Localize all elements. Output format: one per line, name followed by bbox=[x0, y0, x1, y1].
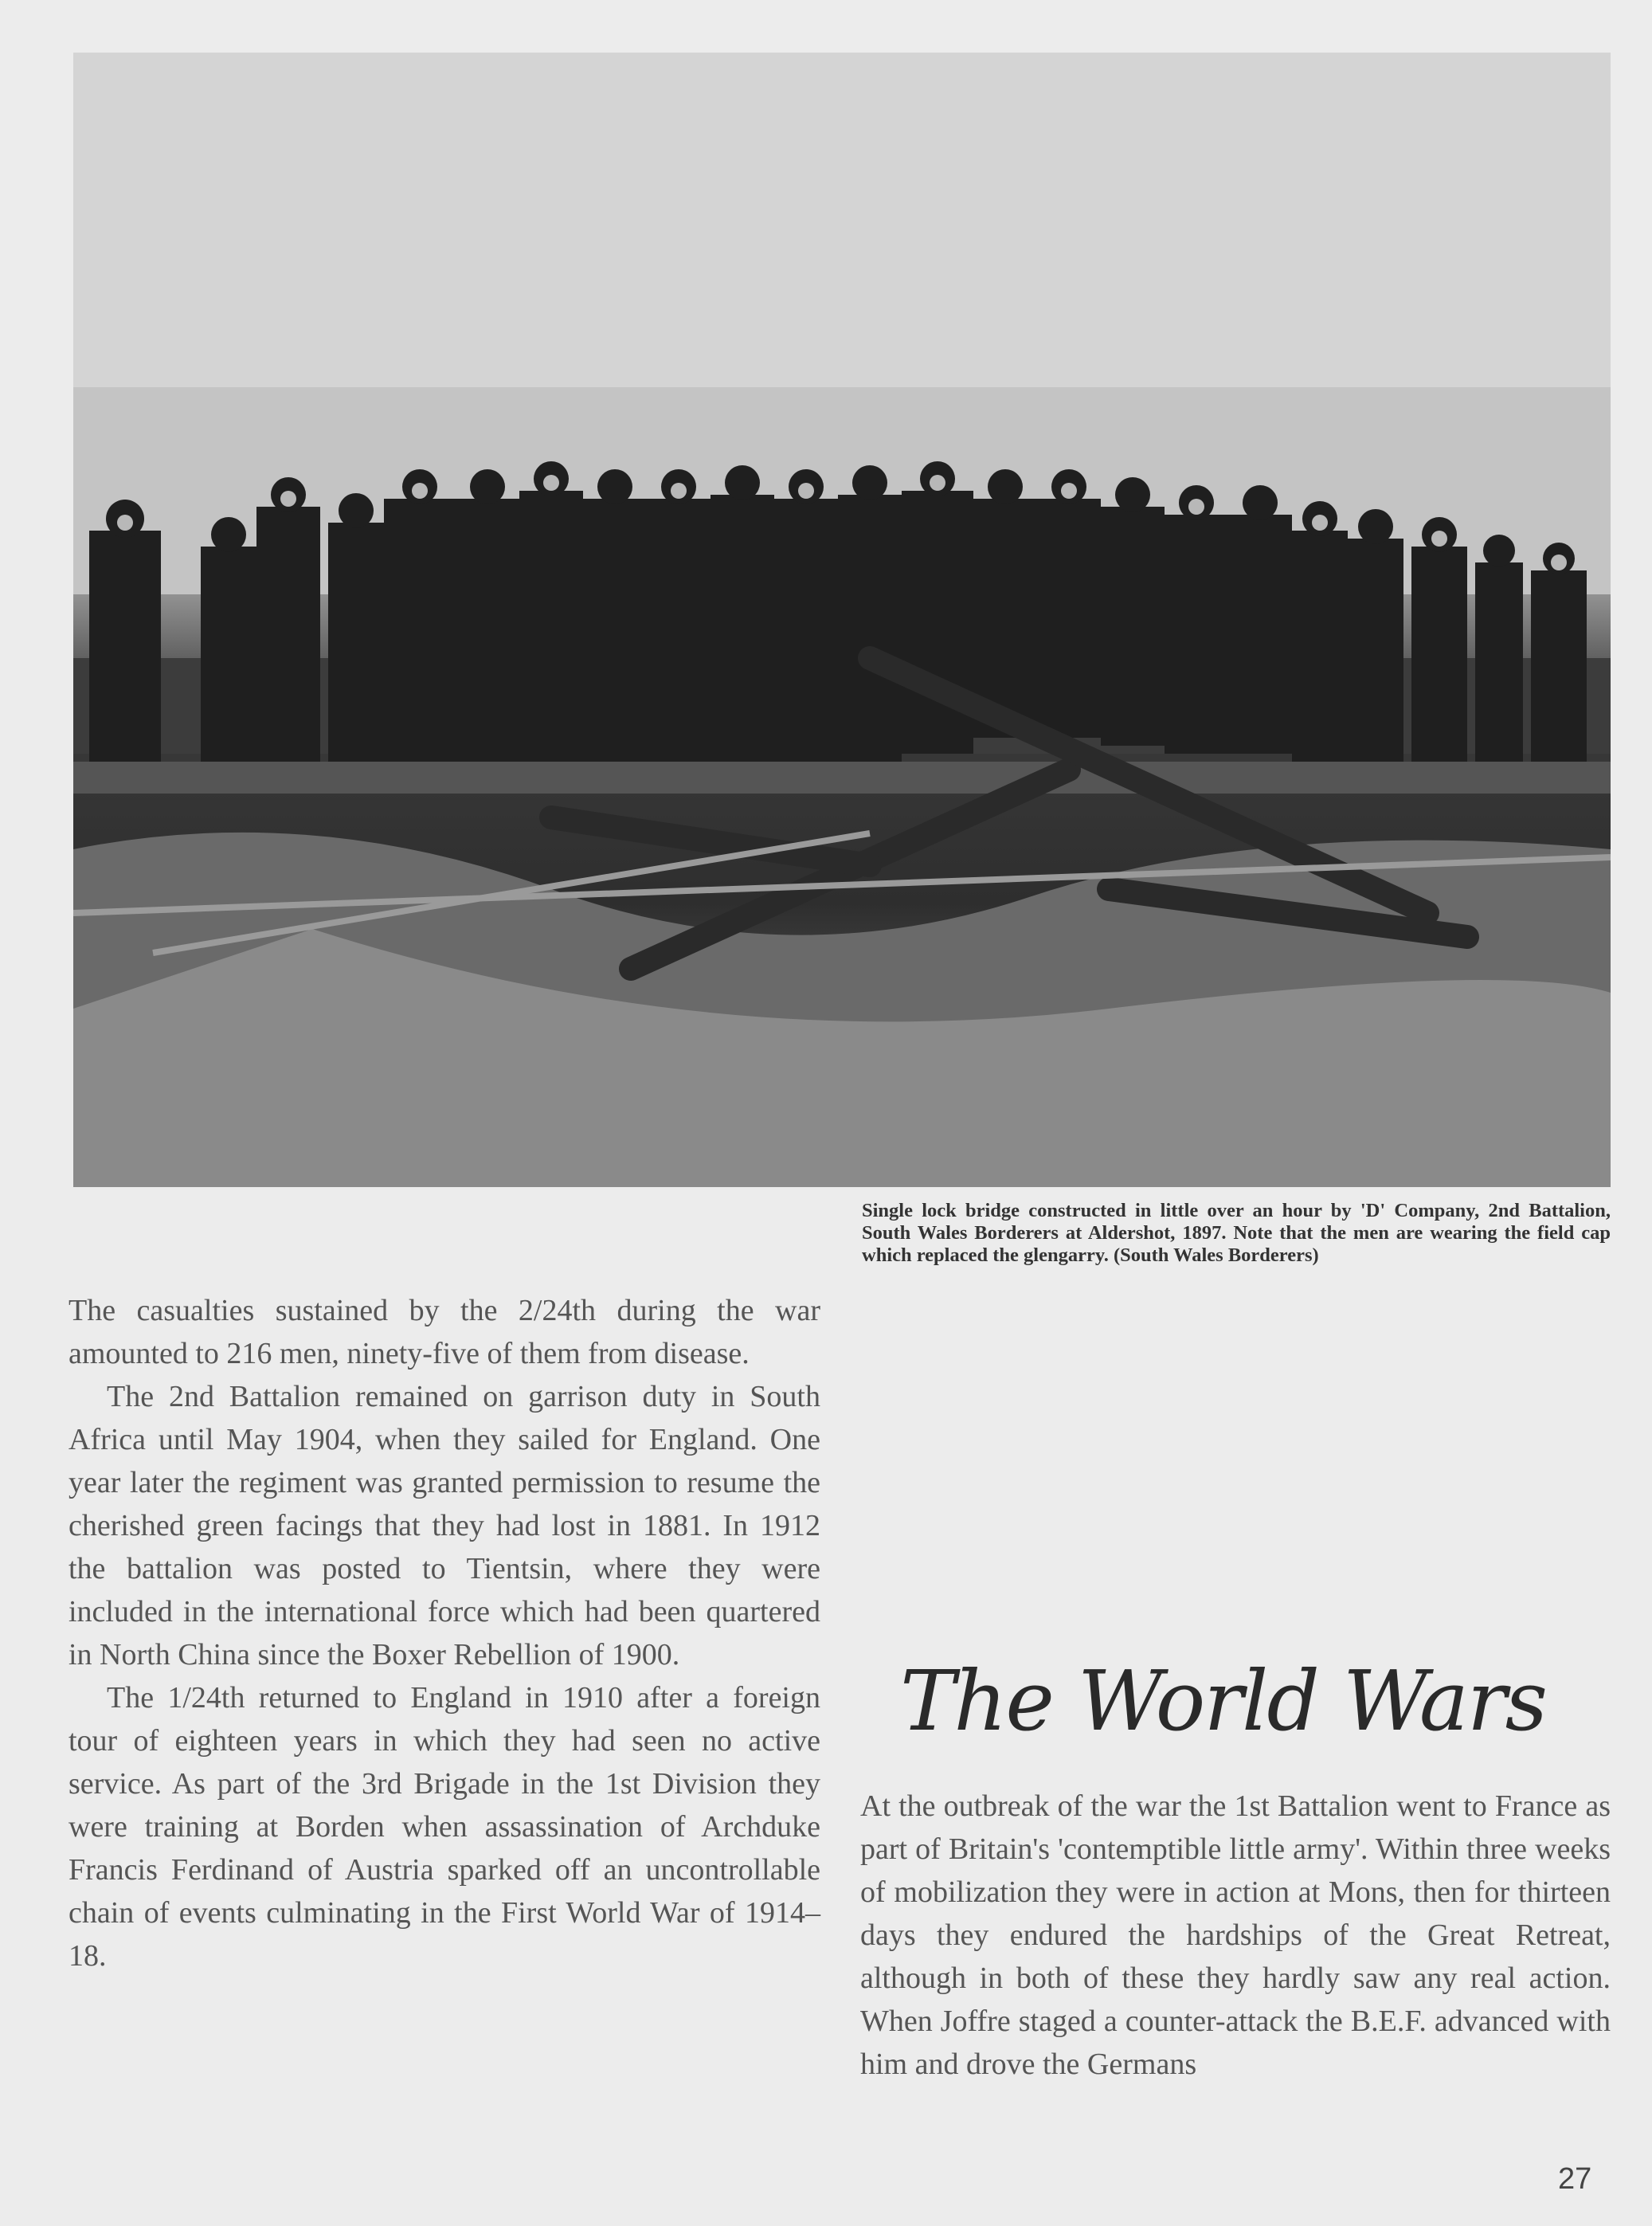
paragraph: The 1/24th returned to England in 1910 after a foreign tour of eighteen years in which they had seen no active service. As part of the 3rd Brigade in the 1st Division they were training at Borden when assassination of Archduke Francis Ferdinand of Austria sparked off an uncontrollable chain of events culminating in the First World War of 1914–18. bbox=[69, 1681, 820, 1973]
right-text-column bbox=[860, 1785, 1611, 2086]
left-text-column bbox=[69, 1289, 820, 1977]
photograph-illustration bbox=[73, 53, 1611, 1187]
photo-caption: Single lock bridge constructed in little over an hour by 'D' Company, 2nd Battalion, South Wales Borderers at Aldershot, 1897. Note that the men are wearing the field cap which replaced the glengarry. (South Wales Borderers) bbox=[862, 1200, 1611, 1266]
paragraph: The casualties sustained by the 2/24th during the war amounted to 216 men, ninety-five of them from disease. bbox=[69, 1294, 820, 1370]
section-title: The World Wars bbox=[900, 1652, 1546, 1750]
paragraph: At the outbreak of the war the 1st Battalion went to France as part of Britain's 'contemptible little army'. Within three weeks of mobilization they were in action at Mons, then for thirteen days they endured the hardships of the Great Retreat, although in both of these they hardly saw any real action. When Joffre staged a counter-attack the B.E.F. advanced with him and drove the Germans bbox=[860, 1789, 1611, 2081]
paragraph: The 2nd Battalion remained on garrison duty in South Africa until May 1904, when they sailed for England. One year later the regiment was granted permission to resume the cherished green facings that they had lost in 1881. In 1912 the battalion was posted to Tientsin, where they were included in the international force which had been quartered in North China since the Boxer Rebellion of 1900. bbox=[69, 1380, 820, 1671]
historical-photograph bbox=[73, 53, 1611, 1187]
page-number: 27 bbox=[1558, 2162, 1592, 2196]
